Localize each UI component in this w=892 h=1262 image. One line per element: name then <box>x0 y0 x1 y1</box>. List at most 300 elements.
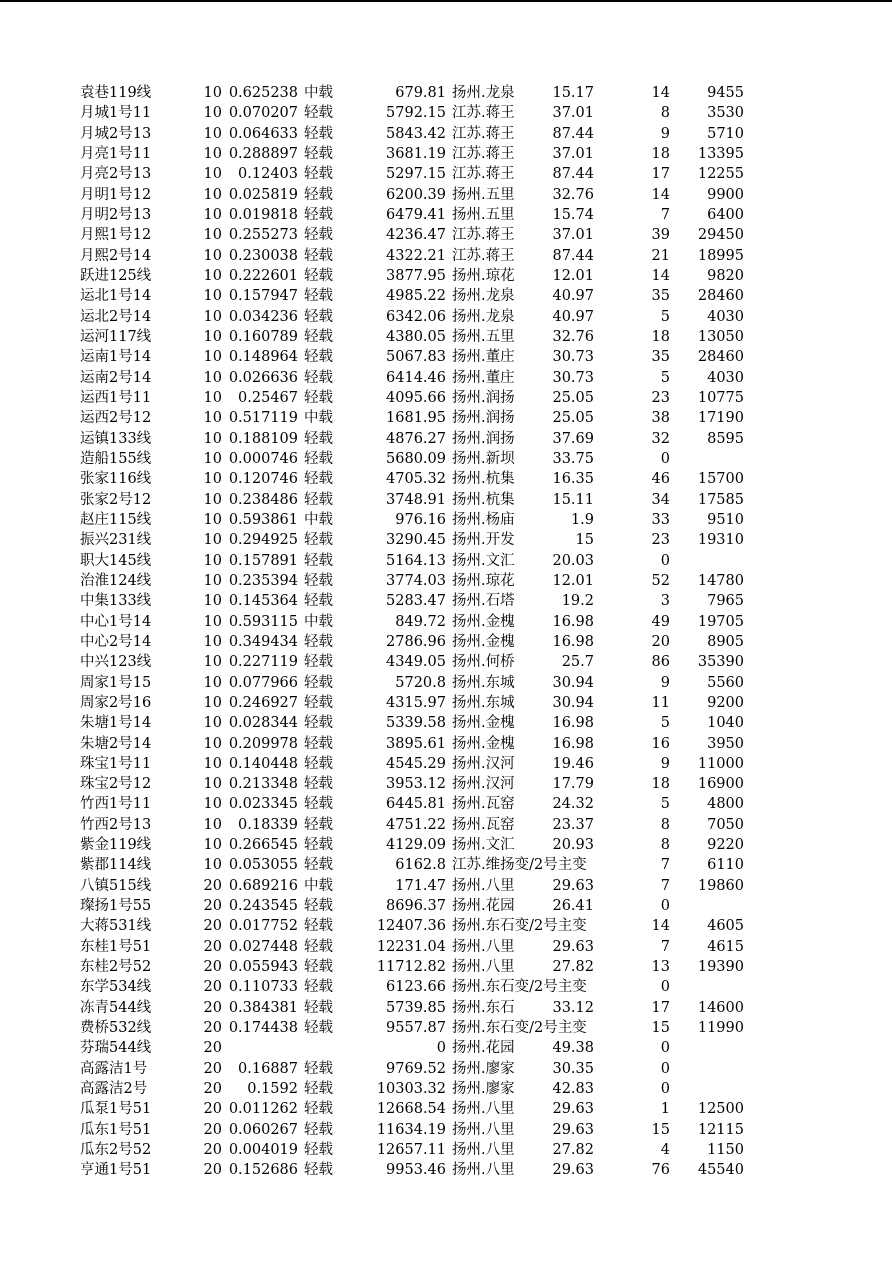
line-name-cell: 月城2号13 <box>80 125 152 142</box>
table-row <box>0 957 892 977</box>
load-ratio-cell: 0.235394 <box>228 572 298 589</box>
voltage-cell: 10 <box>203 85 222 101</box>
substation-cell: 扬州.何桥 <box>452 654 515 671</box>
load-ratio-cell: 0.157891 <box>228 552 298 569</box>
line-name-cell: 张家2号12 <box>80 491 152 508</box>
load-status-cell: 轻载 <box>304 125 333 142</box>
substation-cell: 扬州.杭集 <box>452 491 515 508</box>
table-row <box>0 530 892 550</box>
load-status-cell: 轻载 <box>304 796 333 813</box>
capacity-kva-cell: 14780 <box>697 572 744 589</box>
load-status-cell: 轻载 <box>304 898 333 915</box>
table-row <box>0 1140 892 1160</box>
length-cell: 37.01 <box>552 105 594 122</box>
table-row <box>0 591 892 611</box>
capacity-cell: 976.16 <box>395 511 446 528</box>
length-cell: 40.97 <box>552 288 594 305</box>
line-name-cell: 璨扬1号55 <box>80 898 152 915</box>
line-name-cell: 中心2号14 <box>80 633 152 650</box>
load-ratio-cell: 0.25467 <box>238 389 298 406</box>
voltage-cell: 10 <box>203 572 222 589</box>
length-cell: 26.41 <box>552 898 594 915</box>
transformer-count-cell: 5 <box>660 308 670 325</box>
capacity-cell: 3290.45 <box>386 532 446 549</box>
capacity-cell: 3748.91 <box>386 491 446 508</box>
capacity-kva-cell: 5560 <box>707 674 744 691</box>
line-name-cell: 中集133线 <box>80 593 152 610</box>
load-ratio-cell: 0.023345 <box>228 796 298 813</box>
length-cell: 16.98 <box>552 613 594 630</box>
line-name-cell: 跃进125线 <box>80 267 152 284</box>
page-top-border <box>0 0 892 2</box>
capacity-kva-cell: 11990 <box>697 1020 744 1037</box>
voltage-cell: 10 <box>203 247 222 264</box>
load-status-cell: 轻载 <box>304 938 333 955</box>
capacity-kva-cell: 9820 <box>707 267 744 284</box>
substation-cell: 扬州.石塔 <box>452 593 515 610</box>
table-row <box>0 388 892 408</box>
length-cell: 29.63 <box>552 938 594 955</box>
length-cell: 16.35 <box>552 471 594 488</box>
table-row <box>0 246 892 266</box>
table-row <box>0 1079 892 1099</box>
transformer-count-cell: 14 <box>651 186 670 203</box>
table-row <box>0 998 892 1018</box>
load-status-cell: 轻载 <box>304 227 333 244</box>
substation-cell: 扬州.龙泉 <box>452 85 515 101</box>
substation-cell: 扬州.董庄 <box>452 349 515 366</box>
line-name-cell: 月城1号11 <box>80 105 152 122</box>
voltage-cell: 10 <box>203 471 222 488</box>
line-name-cell: 运南1号14 <box>80 349 152 366</box>
capacity-cell: 3953.12 <box>386 776 446 793</box>
length-cell: 29.63 <box>552 1162 594 1179</box>
line-name-cell: 竹西1号11 <box>80 796 152 813</box>
length-cell: 16.98 <box>552 715 594 732</box>
length-cell: 37.69 <box>552 430 594 447</box>
capacity-kva-cell: 5710 <box>707 125 744 142</box>
capacity-cell: 4751.22 <box>386 816 446 833</box>
voltage-cell: 20 <box>203 898 222 915</box>
table-row <box>0 449 892 469</box>
capacity-cell: 171.47 <box>395 877 446 894</box>
table-row <box>0 713 892 733</box>
load-ratio-cell: 0.188109 <box>228 430 298 447</box>
line-name-cell: 运西1号11 <box>80 389 152 406</box>
load-ratio-cell: 0.120746 <box>228 471 298 488</box>
substation-cell: 江苏.蒋王 <box>452 145 515 162</box>
transformer-count-cell: 5 <box>660 369 670 386</box>
capacity-cell: 5680.09 <box>386 450 446 467</box>
voltage-cell: 10 <box>203 776 222 793</box>
length-cell: 87.44 <box>552 247 594 264</box>
substation-cell: 扬州.开发 <box>452 532 515 549</box>
table-row <box>0 855 892 875</box>
substation-cell: 扬州.八里 <box>452 938 515 955</box>
capacity-cell: 5739.85 <box>386 999 446 1016</box>
capacity-kva-cell: 10775 <box>697 389 744 406</box>
voltage-cell: 10 <box>203 755 222 772</box>
load-status-cell: 轻载 <box>304 145 333 162</box>
table-row <box>0 225 892 245</box>
transformer-count-cell: 52 <box>651 572 670 589</box>
length-cell: 17.79 <box>552 776 594 793</box>
line-name-cell: 月明2号13 <box>80 206 152 223</box>
table-row <box>0 327 892 347</box>
capacity-cell: 9953.46 <box>386 1162 446 1179</box>
length-cell: 30.94 <box>552 674 594 691</box>
line-name-cell: 周家2号16 <box>80 694 152 711</box>
load-status-cell: 轻载 <box>304 450 333 467</box>
table-row <box>0 510 892 530</box>
load-ratio-cell: 0.593115 <box>228 613 298 630</box>
capacity-kva-cell: 9900 <box>707 186 744 203</box>
length-cell: 30.35 <box>552 1060 594 1077</box>
load-ratio-cell: 0.027448 <box>228 938 298 955</box>
load-ratio-cell: 0.230038 <box>228 247 298 264</box>
transformer-count-cell: 14 <box>651 918 670 935</box>
transformer-count-cell: 9 <box>660 674 670 691</box>
capacity-cell: 11712.82 <box>376 959 446 976</box>
table-row <box>0 266 892 286</box>
capacity-kva-cell: 4605 <box>707 918 744 935</box>
voltage-cell: 10 <box>203 206 222 223</box>
capacity-kva-cell: 7050 <box>707 816 744 833</box>
voltage-cell: 20 <box>203 918 222 935</box>
load-status-cell: 轻载 <box>304 369 333 386</box>
voltage-cell: 10 <box>203 674 222 691</box>
transformer-count-cell: 7 <box>660 857 670 874</box>
voltage-cell: 20 <box>203 979 222 996</box>
substation-cell: 扬州.东城 <box>452 694 515 711</box>
load-ratio-cell: 0.025819 <box>228 186 298 203</box>
line-name-cell: 中心1号14 <box>80 613 152 630</box>
line-name-cell: 运镇133线 <box>80 430 152 447</box>
transformer-count-cell: 86 <box>651 654 670 671</box>
substation-cell: 扬州.新坝 <box>452 450 515 467</box>
capacity-kva-cell: 17585 <box>697 491 744 508</box>
substation-cell: 扬州.八里 <box>452 1142 515 1159</box>
transformer-count-cell: 9 <box>660 755 670 772</box>
transformer-count-cell: 35 <box>651 288 670 305</box>
line-name-cell: 高露洁2号 <box>80 1081 148 1098</box>
length-cell: 32.76 <box>552 186 594 203</box>
voltage-cell: 20 <box>203 1040 222 1057</box>
capacity-cell: 5792.15 <box>386 105 446 122</box>
load-status-cell: 中载 <box>304 877 333 894</box>
substation-cell: 扬州.东石变/2号主变 <box>452 979 587 996</box>
capacity-kva-cell: 13395 <box>697 145 744 162</box>
line-name-cell: 大蒋531线 <box>80 918 152 935</box>
table-row <box>0 571 892 591</box>
voltage-cell: 20 <box>203 999 222 1016</box>
capacity-kva-cell: 9455 <box>707 85 744 101</box>
line-name-cell: 赵庄115线 <box>80 511 152 528</box>
substation-cell: 扬州.润扬 <box>452 430 515 447</box>
capacity-cell: 5283.47 <box>386 593 446 610</box>
transformer-count-cell: 18 <box>651 145 670 162</box>
transformer-count-cell: 76 <box>651 1162 670 1179</box>
length-cell: 25.05 <box>552 410 594 427</box>
load-ratio-cell: 0.294925 <box>228 532 298 549</box>
transformer-count-cell: 15 <box>651 1121 670 1138</box>
substation-cell: 扬州.金槐 <box>452 613 515 630</box>
line-name-cell: 振兴231线 <box>80 532 152 549</box>
load-status-cell: 轻载 <box>304 755 333 772</box>
transformer-count-cell: 23 <box>651 532 670 549</box>
line-name-cell: 运西2号12 <box>80 410 152 427</box>
voltage-cell: 10 <box>203 633 222 650</box>
voltage-cell: 10 <box>203 816 222 833</box>
load-status-cell: 中载 <box>304 85 333 101</box>
transformer-count-cell: 0 <box>660 552 670 569</box>
voltage-cell: 10 <box>203 186 222 203</box>
length-cell: 15 <box>575 532 594 549</box>
substation-cell: 扬州.廖家 <box>452 1081 515 1098</box>
capacity-kva-cell: 6110 <box>707 857 744 874</box>
length-cell: 19.2 <box>561 593 594 610</box>
capacity-cell: 2786.96 <box>386 633 446 650</box>
capacity-cell: 4129.09 <box>386 837 446 854</box>
line-name-cell: 高露洁1号 <box>80 1060 148 1077</box>
line-name-cell: 月亮1号11 <box>80 145 152 162</box>
table-row <box>0 408 892 428</box>
transformer-count-cell: 8 <box>660 816 670 833</box>
substation-cell: 扬州.汉河 <box>452 776 515 793</box>
substation-cell: 扬州.八里 <box>452 959 515 976</box>
capacity-cell: 5720.8 <box>395 674 446 691</box>
line-name-cell: 运北2号14 <box>80 308 152 325</box>
transformer-count-cell: 0 <box>660 898 670 915</box>
length-cell: 87.44 <box>552 125 594 142</box>
substation-cell: 江苏.蒋王 <box>452 247 515 264</box>
line-name-cell: 运南2号14 <box>80 369 152 386</box>
load-status-cell: 轻载 <box>304 633 333 650</box>
capacity-kva-cell: 15700 <box>697 471 744 488</box>
capacity-kva-cell: 29450 <box>697 227 744 244</box>
length-cell: 33.12 <box>552 999 594 1016</box>
capacity-cell: 5164.13 <box>386 552 446 569</box>
load-ratio-cell: 0.255273 <box>228 227 298 244</box>
transformer-count-cell: 16 <box>651 735 670 752</box>
capacity-kva-cell: 19860 <box>697 877 744 894</box>
length-cell: 1.9 <box>570 511 594 528</box>
line-name-cell: 月熙1号12 <box>80 227 152 244</box>
load-status-cell: 轻载 <box>304 959 333 976</box>
line-name-cell: 月亮2号13 <box>80 166 152 183</box>
length-cell: 37.01 <box>552 227 594 244</box>
table-row <box>0 876 892 896</box>
capacity-cell: 6445.81 <box>386 796 446 813</box>
length-cell: 27.82 <box>552 1142 594 1159</box>
voltage-cell: 10 <box>203 593 222 610</box>
voltage-cell: 10 <box>203 511 222 528</box>
capacity-cell: 3681.19 <box>386 145 446 162</box>
length-cell: 42.83 <box>552 1081 594 1098</box>
table-row <box>0 937 892 957</box>
capacity-cell: 6414.46 <box>386 369 446 386</box>
line-name-cell: 朱塘2号14 <box>80 735 152 752</box>
capacity-kva-cell: 18995 <box>697 247 744 264</box>
transformer-count-cell: 0 <box>660 1060 670 1077</box>
capacity-kva-cell: 6400 <box>707 206 744 223</box>
voltage-cell: 20 <box>203 1162 222 1179</box>
capacity-kva-cell: 19390 <box>697 959 744 976</box>
transformer-count-cell: 17 <box>651 999 670 1016</box>
table-row <box>0 469 892 489</box>
load-status-cell: 轻载 <box>304 674 333 691</box>
transformer-count-cell: 39 <box>651 227 670 244</box>
table-row <box>0 103 892 123</box>
voltage-cell: 10 <box>203 654 222 671</box>
length-cell: 16.98 <box>552 735 594 752</box>
load-ratio-cell: 0.18339 <box>238 816 298 833</box>
capacity-cell: 11634.19 <box>376 1121 446 1138</box>
substation-cell: 扬州.八里 <box>452 1162 515 1179</box>
capacity-cell: 6342.06 <box>386 308 446 325</box>
voltage-cell: 20 <box>203 1142 222 1159</box>
substation-cell: 扬州.东石 <box>452 999 515 1016</box>
substation-cell: 扬州.金槐 <box>452 633 515 650</box>
substation-cell: 扬州.润扬 <box>452 410 515 427</box>
load-status-cell: 轻载 <box>304 349 333 366</box>
table-row <box>0 835 892 855</box>
table-row <box>0 551 892 571</box>
load-status-cell: 轻载 <box>304 471 333 488</box>
load-ratio-cell: 0.160789 <box>228 328 298 345</box>
voltage-cell: 10 <box>203 288 222 305</box>
capacity-kva-cell: 8595 <box>707 430 744 447</box>
transformer-count-cell: 38 <box>651 410 670 427</box>
load-status-cell: 轻载 <box>304 186 333 203</box>
capacity-kva-cell: 35390 <box>697 654 744 671</box>
load-status-cell: 轻载 <box>304 1101 333 1118</box>
load-status-cell: 轻载 <box>304 267 333 284</box>
line-name-cell: 月熙2号14 <box>80 247 152 264</box>
substation-cell: 江苏.蒋王 <box>452 105 515 122</box>
load-ratio-cell: 0.266545 <box>228 837 298 854</box>
capacity-cell: 4705.32 <box>386 471 446 488</box>
capacity-cell: 3877.95 <box>386 267 446 284</box>
load-ratio-cell: 0.070207 <box>228 105 298 122</box>
table-row <box>0 794 892 814</box>
load-ratio-cell: 0.019818 <box>228 206 298 223</box>
line-name-cell: 八镇515线 <box>80 877 152 894</box>
capacity-cell: 4380.05 <box>386 328 446 345</box>
voltage-cell: 10 <box>203 857 222 874</box>
transformer-count-cell: 49 <box>651 613 670 630</box>
capacity-kva-cell: 4030 <box>707 308 744 325</box>
load-status-cell: 轻载 <box>304 430 333 447</box>
voltage-cell: 10 <box>203 328 222 345</box>
capacity-kva-cell: 1040 <box>707 715 744 732</box>
load-ratio-cell: 0.140448 <box>228 755 298 772</box>
voltage-cell: 10 <box>203 796 222 813</box>
capacity-cell: 4315.97 <box>386 694 446 711</box>
voltage-cell: 10 <box>203 410 222 427</box>
load-status-cell: 轻载 <box>304 999 333 1016</box>
load-ratio-cell: 0.238486 <box>228 491 298 508</box>
capacity-cell: 4095.66 <box>386 389 446 406</box>
load-ratio-cell: 0.288897 <box>228 145 298 162</box>
table-row <box>0 652 892 672</box>
voltage-cell: 10 <box>203 349 222 366</box>
transformer-count-cell: 46 <box>651 471 670 488</box>
load-ratio-cell: 0.064633 <box>228 125 298 142</box>
load-status-cell: 轻载 <box>304 328 333 345</box>
transformer-count-cell: 7 <box>660 206 670 223</box>
line-name-cell: 瓜东1号51 <box>80 1121 152 1138</box>
length-cell: 40.97 <box>552 308 594 325</box>
table-row <box>0 977 892 997</box>
load-ratio-cell: 0.209978 <box>228 735 298 752</box>
load-status-cell: 轻载 <box>304 1020 333 1037</box>
table-row <box>0 1160 892 1180</box>
length-cell: 25.7 <box>561 654 594 671</box>
capacity-kva-cell: 1150 <box>707 1142 744 1159</box>
load-status-cell: 轻载 <box>304 1121 333 1138</box>
capacity-kva-cell: 3530 <box>707 105 744 122</box>
voltage-cell: 20 <box>203 877 222 894</box>
line-name-cell: 中兴123线 <box>80 654 152 671</box>
load-status-cell: 轻载 <box>304 654 333 671</box>
voltage-cell: 20 <box>203 959 222 976</box>
length-cell: 15.74 <box>552 206 594 223</box>
load-ratio-cell: 0.026636 <box>228 369 298 386</box>
capacity-cell: 12231.04 <box>376 938 446 955</box>
transformer-count-cell: 9 <box>660 125 670 142</box>
substation-cell: 扬州.八里 <box>452 1121 515 1138</box>
transformer-count-cell: 14 <box>651 85 670 101</box>
capacity-cell: 10303.32 <box>376 1081 446 1098</box>
substation-cell: 扬州.文汇 <box>452 552 515 569</box>
load-status-cell: 轻载 <box>304 288 333 305</box>
line-name-cell: 职大145线 <box>80 552 152 569</box>
capacity-kva-cell: 45540 <box>697 1162 744 1179</box>
substation-cell: 扬州.杭集 <box>452 471 515 488</box>
load-status-cell: 轻载 <box>304 776 333 793</box>
load-status-cell: 轻载 <box>304 735 333 752</box>
capacity-cell: 5297.15 <box>386 166 446 183</box>
load-ratio-cell: 0.011262 <box>228 1101 298 1118</box>
capacity-cell: 9769.52 <box>386 1060 446 1077</box>
load-ratio-cell: 0.12403 <box>238 166 298 183</box>
line-name-cell: 周家1号15 <box>80 674 152 691</box>
table-row <box>0 896 892 916</box>
length-cell: 20.03 <box>552 552 594 569</box>
length-cell: 19.46 <box>552 755 594 772</box>
length-cell: 12.01 <box>552 267 594 284</box>
substation-cell: 扬州.瓦窑 <box>452 816 515 833</box>
voltage-cell: 10 <box>203 125 222 142</box>
load-ratio-cell: 0.689216 <box>228 877 298 894</box>
length-cell: 37.01 <box>552 145 594 162</box>
length-cell: 12.01 <box>552 572 594 589</box>
voltage-cell: 20 <box>203 1081 222 1098</box>
capacity-kva-cell: 7965 <box>707 593 744 610</box>
capacity-cell: 5339.58 <box>386 715 446 732</box>
load-ratio-cell: 0.004019 <box>228 1142 298 1159</box>
table-row <box>0 673 892 693</box>
capacity-kva-cell: 17190 <box>697 410 744 427</box>
table-row <box>0 185 892 205</box>
substation-cell: 扬州.杨庙 <box>452 511 515 528</box>
capacity-cell: 5067.83 <box>386 349 446 366</box>
substation-cell: 扬州.金槐 <box>452 735 515 752</box>
voltage-cell: 10 <box>203 369 222 386</box>
load-status-cell: 轻载 <box>304 715 333 732</box>
voltage-cell: 20 <box>203 1020 222 1037</box>
